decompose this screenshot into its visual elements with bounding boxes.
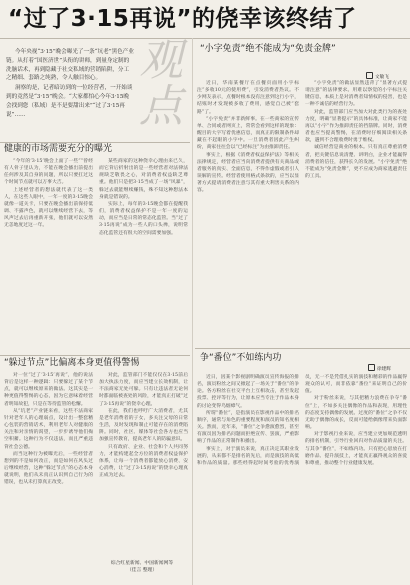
column-divider bbox=[192, 38, 193, 585]
lede-paragraph: 洞察的是，记者暗访到的一位经营者，一开始谈到的竟然是“3·15”晚会。“大家都怕心今年3·15晚会找到您（私域）是不是要甜出来”“过了3·15再说”…… bbox=[6, 85, 133, 118]
article-byline bbox=[368, 364, 391, 373]
article-paragraph: 上述经营者的想法就代表了这一类人，在这些人眼中，一年一度的3·15晚会就像一道关卡，只要在晚会播出前保持低调、不露声色，就可以继续经营下去，等风声过去后再重新开张，他们就可以安然无恙地度过这一年。 bbox=[4, 187, 93, 229]
article-paragraph: 近日，华南某餐厅在点餐页面用小字标注“多收10元的使用费”，引发消费者热议。不少网友表示，点餐时根本没有注意到这行小字，结账时才发现被多收了费用，感觉自己被“套路”了。 bbox=[197, 81, 299, 115]
article-paragraph: 从“坑老”产业链来看，这些不法商家针对老年人的心理弱点，设计出一整套精心包装的营销话术，利用老年人对健康的关注和对亲情的渴望，一步步诱导他们掏空积蓄。这种行为不仅违法，而且严重违背社会公德。 bbox=[4, 408, 93, 450]
article-body bbox=[4, 158, 188, 354]
article-paragraph: 某些商家的这种侥幸心理由来已久，而它背后折射出的是一些经营者对法律法规缺乏敬畏之心，对消费者权益缺乏尊重。他们只是把3·15当成了一场“风暴”，躲过去就能继续赚钱，殊不知这种想法本身就是错误的。 bbox=[99, 159, 188, 200]
author-icon bbox=[368, 364, 375, 371]
article-paragraph: 在此，我们也呼吁广大消费者，尤其是老年消费者的子女，多关注父母的日常生活，及时发现和制止可能存在的消费陷阱。同时，社区、媒体等社会各方也应当加强宣传教育，提高老年人的防骗意识。 bbox=[99, 408, 188, 443]
lede-block bbox=[6, 48, 134, 120]
article-paragraph: 所谓“番位”，是指演员在影视作品中的排名顺序，通常与角色的重要程度和演员的知名度相关。然而，近年来，“番位”之争愈演愈烈，甚至有演员因为排名问题而拒绝宣传、罢演，严重影响了作品的正常制作和播出。 bbox=[197, 410, 299, 445]
credit-editor: （佳言 整理） bbox=[126, 568, 158, 573]
author-icon bbox=[366, 72, 373, 79]
article-body bbox=[4, 372, 188, 583]
page-headline: “过了3·15再说”的侥幸该终结了 bbox=[8, 6, 357, 32]
section-title: “小字免责”绝不能成为“免责金牌” bbox=[200, 44, 336, 54]
article-paragraph: 对一位“过了‘3·15’再说”，他的说法背后是这样一种逻辑：只要躲过了某个节点，就可以继续原来的做法。这其实是一种更值得警惕的心态，因为它意味着经营者明知故犯，只是在等待监管的松懈。 bbox=[4, 373, 93, 407]
article-paragraph: “小字免责”的做法显然违背了“显著方式提请注意”的法律要求。用难以察觉的小字标注关键信息，本质上是对消费者知情权的侵害，也是一种不诚信的经营行为。 bbox=[305, 81, 407, 108]
author-name: 徐建辉 bbox=[377, 367, 391, 372]
section-title: “躲过节点”比偏离本身更值得警惕 bbox=[4, 358, 140, 368]
column-watermark bbox=[130, 35, 192, 142]
credit-source: 综合红星新闻、中国新闻网等 bbox=[110, 561, 174, 566]
author-name: 文敏飞 bbox=[375, 75, 389, 80]
section-rule bbox=[195, 348, 410, 349]
lede-paragraph: 今年央视“3·15”晚会曝光了一条“坑老”黑色产业链。从打着“国医济世”头衔的讲师，到量身定制的洗脑话术，再到隐藏于社交私域的营销陷阱，分工之精细、套路之纯熟，令人触目惊心。 bbox=[6, 49, 134, 82]
article-paragraph: 只有政府、企业、社会和个人共同努力，才能构建起全方位的消费者权益保护体系，让每一个消费者都能放心消费、安心消费，让“过了3·15再说”的侥幸心理真正成为过去。 bbox=[99, 444, 188, 479]
headline-rule bbox=[0, 38, 410, 39]
article-paragraph: “今年的‘3·15’晚会上面了一些”“曾经有人骨子里认为，不能在晚会播出前提出任何涉及其自身的问题，所以只要扛过这个时间节点就可以万事大吉。 bbox=[4, 159, 93, 186]
article-paragraph: 近日，因某个影视剧明确演员宣传海报的排名，演员粉丝之间又掀起了一场关于“番位”的争论。各方粉丝在社交平台上互相攻击，甚至发起投票、控评等行为，让原本应当专注于作品本身的讨论变得乌烟瘴气。 bbox=[197, 375, 299, 409]
article-paragraph: 对此，监管部门不能仅仅在3·15前后加大执法力度，而应当建立长效机制，让不法商家无处可躲。只有让违法者无论何时都面临被查处的风险，才能真正打破“过了3·15再说”的侥幸心理。 bbox=[99, 373, 188, 407]
article-paragraph: “小字免责”并非新鲜事。在一些商家的宣传单、合同或者网页上，常常会看到这样的现象：醒目的大字写着优惠信息，而真正的限制条件却藏在不起眼的小字中。一旦消费者因此产生纠纷，商家往往会以“已经标注”为由推卸责任。 bbox=[197, 116, 299, 151]
article-credit bbox=[96, 560, 188, 574]
article-body bbox=[197, 80, 407, 348]
article-paragraph: 对此，监管部门应当加大对此类行为的查处力度，明确“显著提示”的具体标准，让商家不能再以“小字”作为推卸责任的挡箭牌。同时，消费者也应当提高警惕，在消费时仔细阅读相关条款，遇到不合理收费时勇于维权。 bbox=[305, 109, 407, 144]
watermark-char: 点 bbox=[139, 81, 183, 132]
section-title: 健康的市场需要充分的曝光 bbox=[4, 144, 113, 154]
article-paragraph: 对于粉丝来说，与其把精力浪费在争夺“番位”上，不如多关注偶像的作品和表现，用理性的态度支持偶像的发展。过度的“番位”之争不仅无助于偶像的成长，反而可能给偶像带来负面影响。 bbox=[305, 396, 407, 431]
article-paragraph: 而当这种行为被曝光后，一些经营者想到的不是如何改正，而是如何在风头过后继续经营，这种“躲过节点”的心态本身就说明，他们从未真正认识到自己行为的错误，也从未打算真正改变。 bbox=[4, 451, 93, 486]
article-paragraph: 诚信经营是商业的根本。只有真正尊重消费者，把关键信息说清楚、讲明白，企业才能赢得消费者的信任，获得长久的发展。“小字免责”绝不能成为“免责金牌”，更不应成为商家逃避责任的工具。 bbox=[305, 145, 407, 180]
section-rule bbox=[0, 355, 190, 356]
section-title: 争“番位”不如练内功 bbox=[200, 353, 282, 363]
article-body bbox=[197, 374, 407, 583]
watermark-char: 观 bbox=[139, 35, 183, 86]
article-paragraph: 事实上，对于演员来说，真正决定其职业发展的，从来都不是排名的先后，而是演技的高低和作品的质量。那些经得起时间考验的优秀演员，无一不是凭借扎实的演技和精彩的作品赢得观众的认可，而非依靠“番位”来证明自己的价值。 bbox=[197, 375, 407, 466]
article-paragraph: 实际上，每年的3·15晚会都在提醒我们，消费者权益保护不是一年一度的运动，而应当是日常的常态化监管。当“过了3·15再说”成为一些人的口头禅，说明常态化监管还有很大的空间需要加强。 bbox=[99, 201, 188, 236]
article-paragraph: 事实上，根据《消费者权益保护法》等相关法律规定，经营者应当向消费者提供有关商品或者服务的真实、全面信息，不得作虚假或者引人误解的宣传。经营者使用格式条款的，应当以显著方式提请消费者注意与其有重大利害关系的内容。 bbox=[197, 152, 299, 194]
article-paragraph: 对于影视行业来说，应当建立更加规范透明的排名机制，引导行业回归对作品质量的关注。与其争“番位”，不如练内功。只有把心思放在打磨作品、提升演技上，才能真正赢得观众的喜爱和尊重，推动整个行业健康发展。 bbox=[305, 432, 407, 466]
